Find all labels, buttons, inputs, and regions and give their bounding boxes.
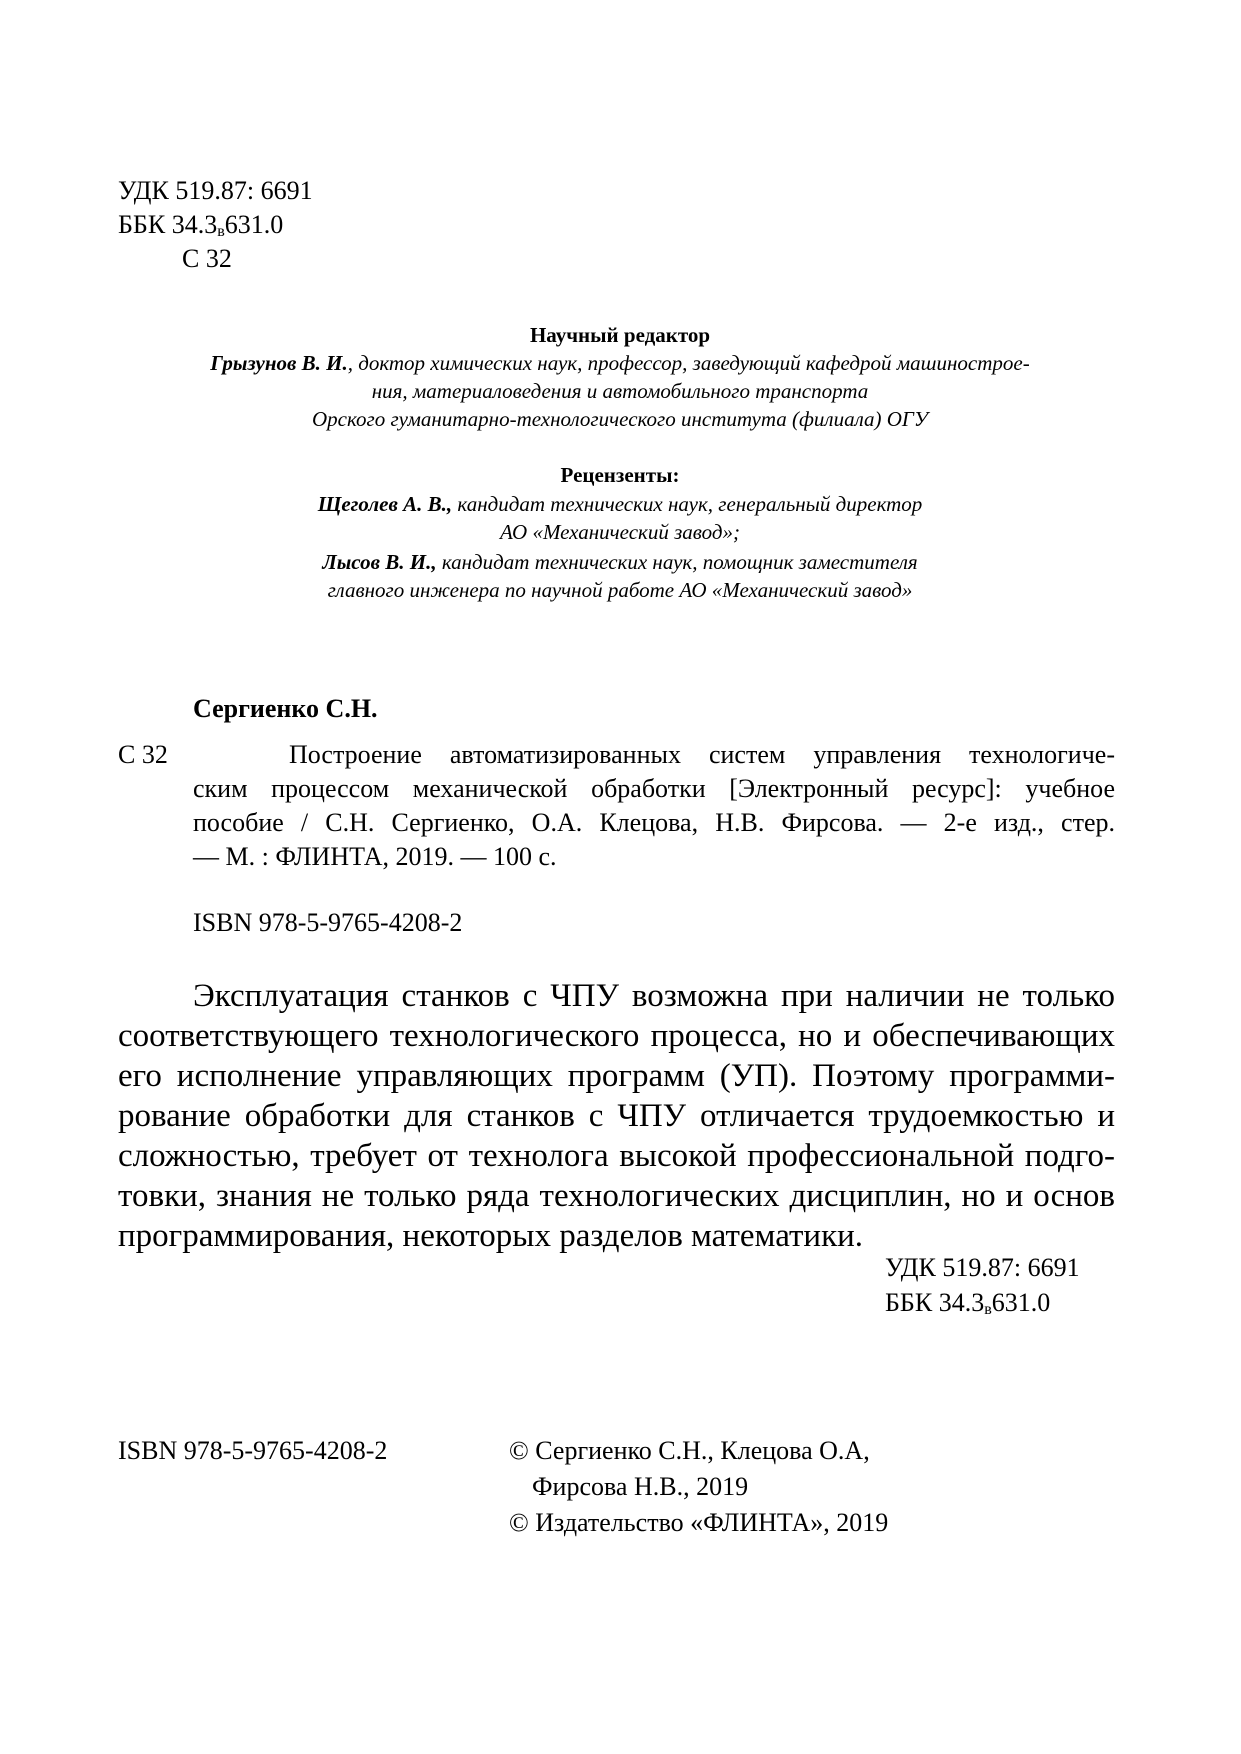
bbk-top-sub: в	[217, 223, 225, 240]
annotation-line-7: программирования, некоторых разделов математики.	[118, 1218, 864, 1254]
reviewer-1-line-1	[120, 490, 1120, 518]
bbk-top-prefix: ББК 34.3	[118, 210, 218, 239]
biblio-line-2: ским процессом механической обработки [Электронный ресурс]: учебное	[193, 774, 1115, 803]
reviewer-2-line-1-text: кандидат технических наук, помощник заместителя	[436, 550, 918, 574]
udk-top: УДК 519.87: 6691	[118, 176, 313, 205]
editor-line-1	[120, 349, 1120, 377]
bbk-bottom	[885, 1286, 1050, 1320]
editor-line-3: Орского гуманитарно-технологического института (филиала) ОГУ	[312, 407, 928, 431]
author-sign-top: С 32	[182, 244, 232, 273]
bbk-bottom-sub: в	[984, 1301, 992, 1318]
reviewer-1-name: Щеголев А. В.,	[317, 492, 453, 516]
annotation-line-6: товки, знания не только ряда технологических дисциплин, но и основ	[118, 1178, 1115, 1214]
reviewer-2-line-2: главного инженера по научной работе АО «Механический завод»	[327, 578, 913, 602]
biblio-sign: С 32	[118, 740, 168, 769]
annotation-line-1: Эксплуатация станков с ЧПУ возможна при наличии не только	[193, 978, 1115, 1014]
biblio-line-3: пособие / С.Н. Сергиенко, О.А. Клецова, Н.В. Фирсова. — 2-е изд., стер.	[193, 808, 1115, 837]
editor-line-1-text: , доктор химических наук, профессор, заведующий кафедрой машинострое-	[347, 351, 1030, 375]
bbk-bottom-prefix: ББК 34.3	[885, 1288, 985, 1317]
editor-line-2: ния, материаловедения и автомобильного транспорта	[371, 379, 869, 403]
biblio-line-1: Построение автоматизированных систем управления технологиче-	[289, 740, 1115, 769]
editor-name: Грызунов В. И.	[210, 351, 348, 375]
footer-copyright-2: Фирсова Н.В., 2019	[532, 1472, 749, 1501]
reviewers-heading: Рецензенты:	[560, 463, 680, 487]
annotation-line-4: рование обработки для станков с ЧПУ отличается трудоемкостью и	[118, 1098, 1115, 1134]
reviewer-1-line-1-text: кандидат технических наук, генеральный директор	[452, 492, 923, 516]
udk-bottom: УДК 519.87: 6691	[885, 1253, 1080, 1282]
reviewer-2-name: Лысов В. И.,	[322, 550, 437, 574]
editor-heading: Научный редактор	[529, 323, 711, 347]
reviewer-1-line-2: АО «Механический завод»;	[500, 520, 740, 544]
annotation-line-2: соответствующего технологического процесса, но и обеспечивающих	[118, 1018, 1115, 1054]
annotation-line-5: сложностью, требует от технолога высокой профессиональной подго-	[118, 1138, 1115, 1174]
annotation-line-3: его исполнение управляющих программ (УП). Поэтому программи-	[118, 1058, 1115, 1094]
biblio-line-4: — М. : ФЛИНТА, 2019. — 100 с.	[193, 842, 557, 871]
footer-copyright-1: © Сергиенко С.Н., Клецова О.А,	[509, 1436, 870, 1465]
footer-isbn: ISBN 978-5-9765-4208-2	[118, 1436, 388, 1465]
bbk-top-suffix: 631.0	[224, 210, 284, 239]
bbk-bottom-suffix: 631.0	[991, 1288, 1051, 1317]
bbk-top	[118, 208, 283, 242]
biblio-author: Сергиенко С.Н.	[193, 694, 378, 723]
biblio-isbn: ISBN 978-5-9765-4208-2	[193, 908, 463, 937]
reviewer-2-line-1	[120, 548, 1120, 576]
footer-copyright-3: © Издательство «ФЛИНТА», 2019	[509, 1508, 889, 1537]
